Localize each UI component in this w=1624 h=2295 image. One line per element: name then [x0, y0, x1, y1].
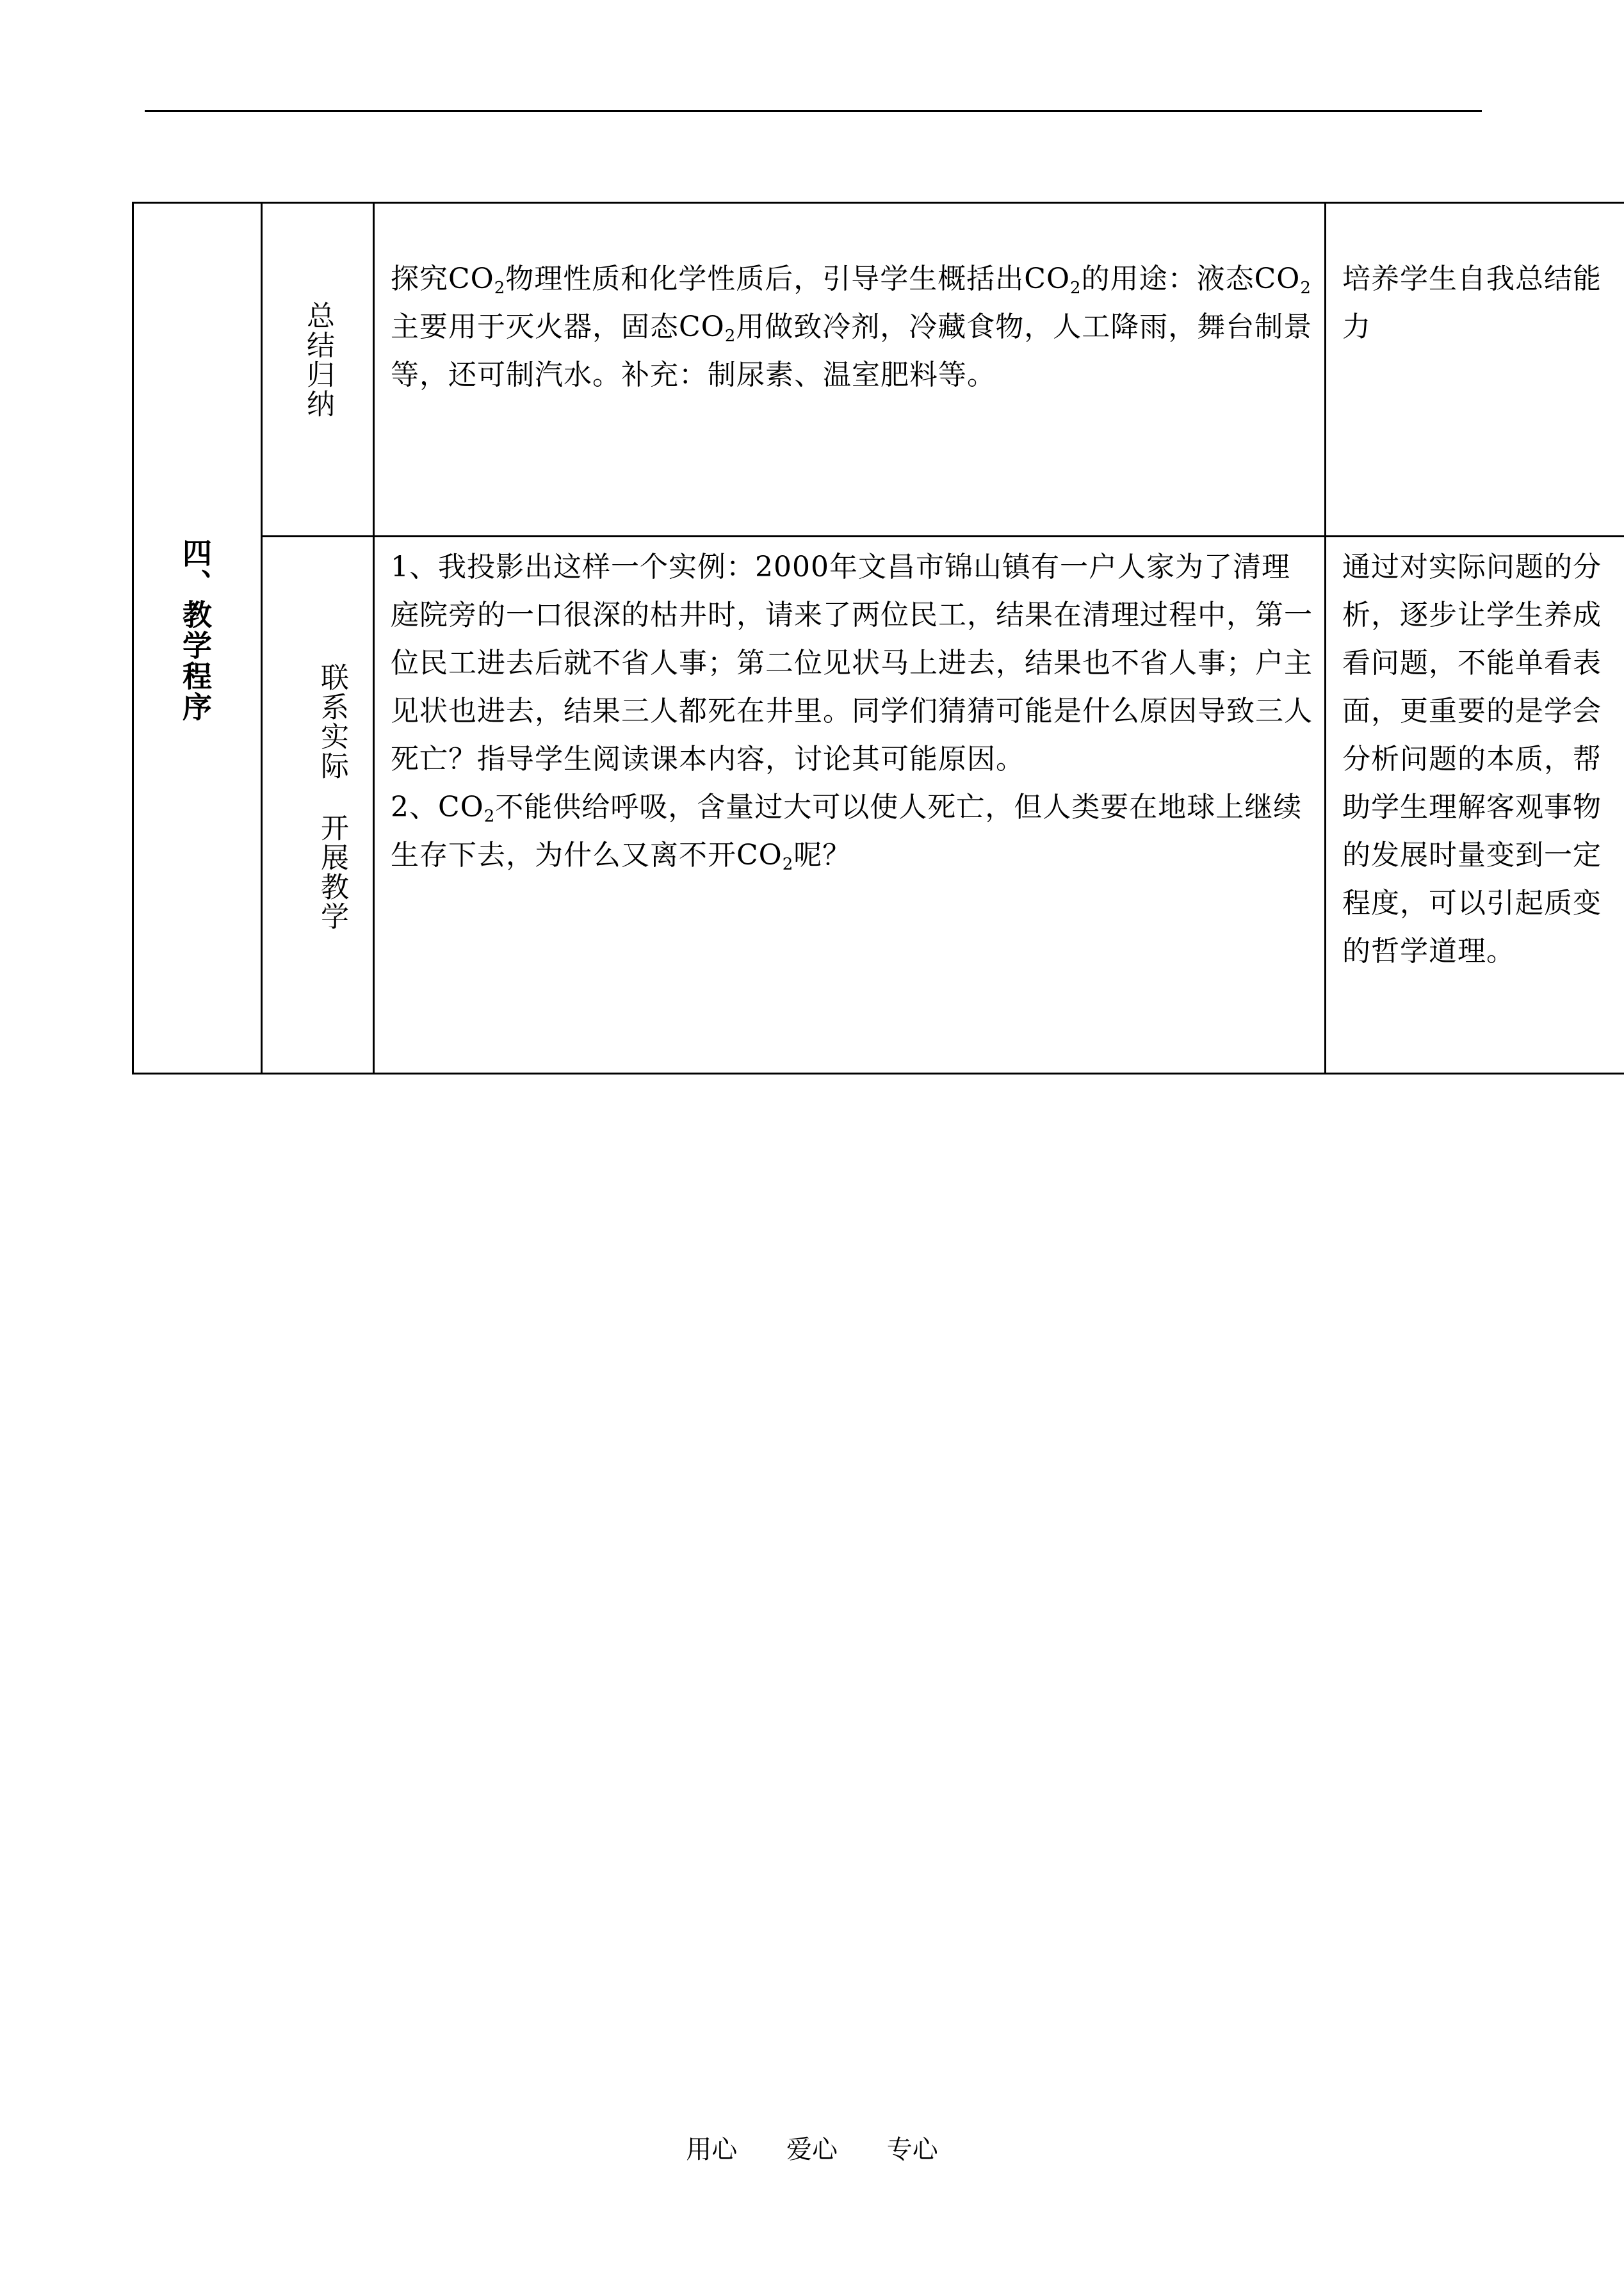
section-label: 四、教学程序: [178, 538, 213, 722]
table-col-divider-1: [261, 202, 263, 1075]
activity-practice-p2: 2、$CO_2$不能供给呼吸，含量过大可以使人死亡，但人类要在地球上继续生存下去，为什么又离不开$CO_2$呢？: [391, 791, 1303, 874]
activity-practice: [391, 543, 1313, 1062]
activity-summary: 探究$CO_2$物理性质和化学性质后，引导学生概括出$CO_2$的用途：液态$CO_2$主要用于灭火器，固态$CO_2$用做致冷剂，冷藏食物，人工降雨，舞台制景等，还可制汽水。补充：制尿素、温室肥料等。: [391, 263, 1313, 391]
table-left-border: [132, 202, 134, 1075]
table-col-divider-2: [373, 202, 375, 1075]
stage-label-practice-a: 联系实际: [316, 663, 348, 781]
table-col-divider-3: [1324, 202, 1326, 1075]
purpose-summary: 培养学生自我总结能力: [1342, 263, 1602, 343]
footer-item: 爱心: [786, 2135, 838, 2164]
purpose-practice: 通过对实际问题的分析，逐步让学生养成看问题，不能单看表面，更重要的是学会分析问题的本质，帮助学生理解客观事物的发展时量变到一定程度，可以引起质变的哲学道理。: [1342, 551, 1602, 968]
footer-item: 专心: [886, 2135, 938, 2164]
table-row-divider: [261, 535, 1624, 537]
footer: [0, 2129, 1624, 2166]
header-rule: [145, 110, 1482, 112]
activity-practice-p1: 1、我投影出这样一个实例：2000年文昌市锦山镇有一户人家为了清理庭院旁的一口很深的枯井时，请来了两位民工，结果在清理过程中，第一位民工进去后就不省人事；第二位见状马上进去，结果也不省人事；户主见状也进去，结果三人都死在井里。同学们猜猜可能是什么原因导致三人死亡？指导学生阅读课本内容，讨论其可能原因。: [391, 551, 1313, 775]
stage-label-practice-b: 开展教学: [316, 813, 348, 931]
table-bottom-border: [132, 1073, 1624, 1075]
table-top-border: [132, 202, 1624, 204]
footer-item: 用心: [686, 2135, 738, 2164]
stage-label-summary: 总结归纳: [302, 301, 334, 419]
